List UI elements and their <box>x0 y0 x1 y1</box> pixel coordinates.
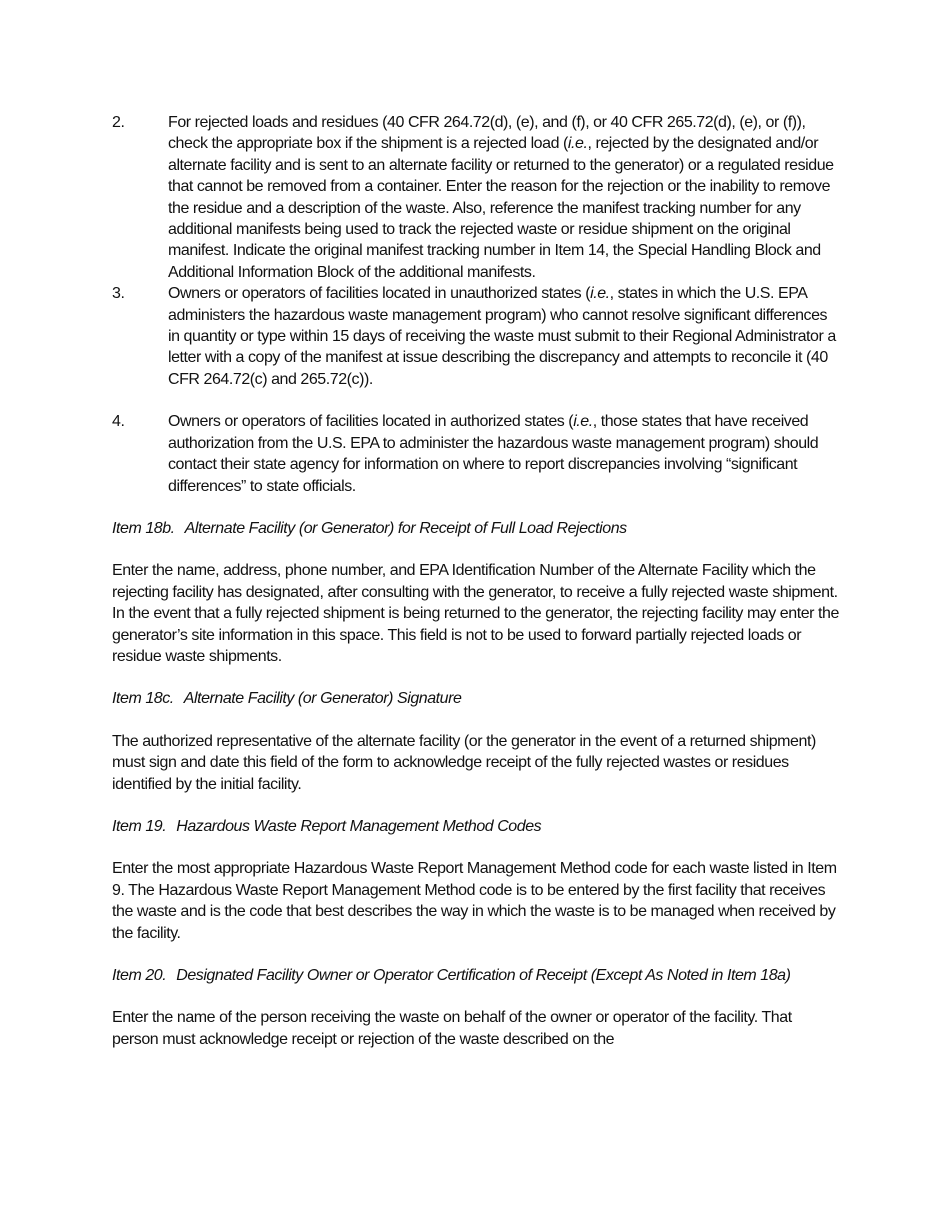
section-heading-item-18b <box>112 518 840 539</box>
list-number: 3. <box>112 285 125 303</box>
list-item-2 <box>112 112 840 283</box>
section-title: Alternate Facility (or Generator) for Receipt of Full Load Rejections <box>184 519 627 537</box>
section-title: Designated Facility Owner or Operator Certification of Receipt (Except As Noted in Item 18a) <box>176 967 791 984</box>
document-page <box>112 112 840 1050</box>
section-body-item-18c: The authorized representative of the alternate facility (or the generator in the event of a returned shipment) must sign and date this field of the form to acknowledge receipt of the fully rejected wastes or residues identified by the initial facility. <box>112 732 816 793</box>
list-number: 2. <box>112 114 125 131</box>
section-number: Item 19. <box>112 817 167 835</box>
section-heading-item-20 <box>112 965 840 986</box>
section-title: Hazardous Waste Report Management Method Codes <box>176 817 542 835</box>
section-number: Item 18c. <box>112 690 174 708</box>
section-heading-item-18c <box>112 688 840 709</box>
section-body-item-18b: Enter the name, address, phone number, and EPA Identification Number of the Alternate Facility which the rejecting facility has designated, after consulting with the generator, to receive a fully rejected waste shipment. In the event that a fully rejected shipment is being returned to the generator, the rejecting facility may enter the generator’s site information in this space. This field is not to be used to forward partially rejected loads or residue waste shipments. <box>112 562 839 665</box>
list-number: 4. <box>112 413 125 431</box>
section-body-item-20: Enter the name of the person receiving the waste on behalf of the owner or operator of the facility. That person must acknowledge receipt or rejection of the waste described on the <box>112 1009 792 1048</box>
section-heading-item-19 <box>112 816 840 837</box>
section-body-item-19: Enter the most appropriate Hazardous Waste Report Management Method code for each waste listed in Item 9. The Hazardous Waste Report Management Method code is to be entered by the first facility that receives the waste and is the code that best describes the way in which the waste is to be managed when received by the facility. <box>112 860 837 942</box>
list-text: Owners or operators of facilities located in authorized states (i.e., those states that have received authorization from the U.S. EPA to administer the hazardous waste management program) should contact their state agency for information on where to report discrepancies involving “significant differences” to state officials. <box>168 413 819 495</box>
section-number: Item 20. <box>112 967 167 984</box>
list-text: For rejected loads and residues (40 CFR 264.72(d), (e), and (f), or 40 CFR 265.72(d), (e), or (f)), check the appropriate box if the shipment is a rejected load (i.e., rejected by the designated and/or alternate facility and is sent to an alternate facility or returned to the generator) or a regulated residue that cannot be removed from a container. Enter the reason for the rejection or the inability to remove the residue and a description of the waste. Also, reference the manifest tracking number for any additional manifests being used to track the rejected waste or residue shipment on the original manifest. Indicate the original manifest tracking number in Item 14, the Special Handling Block and Additional Information Block of the additional manifests. <box>168 114 834 281</box>
section-number: Item 18b. <box>112 519 175 537</box>
list-text: Owners or operators of facilities located in unauthorized states (i.e., states in which the U.S. EPA administers the hazardous waste management program) who cannot resolve significant differences in quantity or type within 15 days of receiving the waste must submit to their Regional Administrator a letter with a copy of the manifest at issue describing the discrepancy and attempts to reconcile it (40 CFR 264.72(c) and 265.72(c)). <box>168 285 836 388</box>
list-item-3 <box>112 283 840 390</box>
list-item-4 <box>112 411 840 497</box>
section-title: Alternate Facility (or Generator) Signature <box>183 690 462 708</box>
